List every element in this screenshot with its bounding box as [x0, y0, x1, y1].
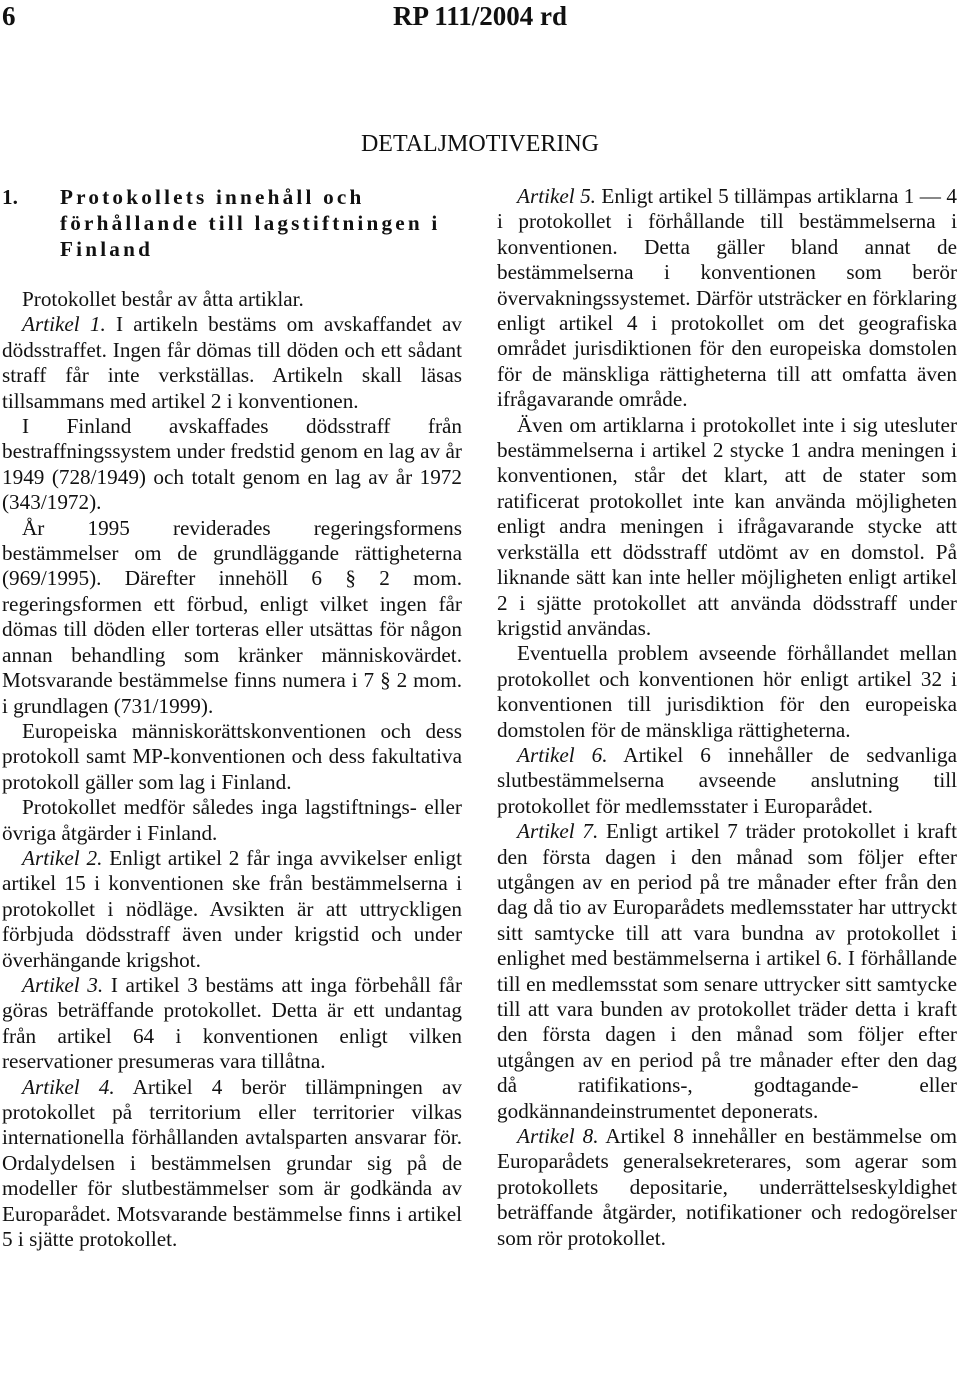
paragraph-artikel-4 [2, 1075, 462, 1253]
subheading-number: 1. [2, 185, 18, 209]
paragraph: Eventuella problem avseende förhållandet mellan protokollet och konventionen hör enligt artikel 32 i konventionen till jurisdiktion för den europeiska domstolen för de mänskliga rättigheterna. [497, 641, 957, 742]
article-label: Artikel 5. [517, 184, 596, 208]
paragraph-artikel-6 [497, 743, 957, 819]
page-header [0, 0, 960, 40]
paragraph-artikel-7 [497, 819, 957, 1124]
section-title: DETALJMOTIVERING [360, 131, 600, 157]
article-label: Artikel 6. [517, 742, 608, 767]
paragraph-artikel-2 [2, 846, 462, 973]
paragraph-artikel-3 [2, 973, 462, 1075]
article-text: I artikel 3 bestäms att inga förbehåll får göras beträffande protokollet. Detta är ett undantag från artikel 64 i konventionen enligt vilken reservationer presumeras vara tillåtna. [2, 972, 463, 1074]
article-text: Artikel 8 innehåller en bestämmelse om Europarådets generalsekreterares, som agerar som protokollets depositarie, underrättelseskyldighet beträffande åtgärder, notifikationer och redogörelser som rör protokollet. [497, 1124, 958, 1250]
article-text: Artikel 4 berör tillämpningen av protokollet på territorium eller territorier vilkas internationella förhållanden avtalsparten ansvarar för. Ordalydelsen i bestämmelsen grundar sig på de modeller för slutbestämmelser som är godkända av Europarådet. Motsvarande bestämmelse finns i artikel 5 i sjätte protokollet. [2, 1074, 462, 1252]
article-text: Enligt artikel 7 träder protokollet i kraft den första dagen i den månad som följer efter utgången av en period på tre månader efter från den dag då tio av Europarådets medlemsstater har uttryckt sitt samtycke till att vara bundna av protokollet i enlighet med bestämmelserna i artikel 6. I förhållande till en medlemsstat som senare uttrycker sitt samtycke till att vara bunden av protokollet träder detta i kraft den första dagen i den månad som följer efter utgången av en period på tre månader efter den dag då ratifikations-, godtagande- eller godkännandeinstrumentet deponerats. [497, 819, 957, 1123]
document-id: RP 111/2004 rd [392, 1, 568, 31]
article-text: Enligt artikel 5 tillämpas artiklarna 1 — 4 i protokollet i förhållande till bestämmelserna i konventionen. Detta gäller bland annat de bestämmelserna i konventionen som berör övervakningssystemet. Därför utsträcker en förklaring enligt artikel 4 i protokollet om det geografiska området jurisdiktionen för den europeiska domstolen för de mänskliga rättigheterna till att omfatta även ifrågavarande område. [497, 184, 957, 412]
paragraph: Europeiska människorättskonventionen och dess protokoll samt MP-konventionen och dess fakultativa protokoll gäller som lag i Finland. [2, 718, 462, 794]
article-label: Artikel 8. [517, 1124, 599, 1149]
article-text: Enligt artikel 2 får inga avvikelser enligt artikel 15 i konventionen ske från bestämmelserna i protokollet i nödläge. Avsikten är att uttryckligen förbjuda dödsstraff även under krigstid och under överhängande krigshot. [2, 845, 463, 972]
paragraph: I Finland avskaffades dödsstraff från bestraffningssystem under fredstid genom en lag av år 1949 (728/1949) och totalt genom en lag av år 1972 (343/1972). [2, 414, 462, 515]
article-label: Artikel 1. [22, 312, 106, 337]
subheading [2, 184, 462, 262]
paragraph: År 1995 reviderades regeringsformens bestämmelser om de grundläggande rättigheterna (969/1995). Därefter innehöll 6 § 2 mom. regeringsformen ett förbud, enligt vilket ingen får dömas till döden eller torteras eller utsättas för någon annan behandling som kränker människovärdet. Motsvarande bestämmelse finns numera i 7 § 2 mom. i grundlagen (731/1999). [2, 515, 462, 718]
paragraph-artikel-8 [497, 1124, 957, 1251]
article-text: Artikel 6 innehåller de sedvanliga slutbestämmelserna avseende anslutning till protokollet för medlemsstater i Europarådet. [497, 742, 958, 818]
article-label: Artikel 3. [22, 972, 104, 997]
paragraph: Protokollet medför således inga lagstiftnings- eller övriga åtgärder i Finland. [2, 795, 462, 845]
paragraph-artikel-5 [497, 184, 957, 413]
left-column [2, 184, 462, 1252]
page-number: 6 [2, 1, 16, 31]
article-label: Artikel 4. [22, 1074, 115, 1099]
article-text: I artikeln bestäms om avskaffandet av dödsstraffet. Ingen får dömas till döden och ett sådant straff får inte verkställas. Artikeln skall läsas tillsammans med artikel 2 i konventionen. [2, 312, 463, 413]
paragraph-artikel-1 [2, 312, 462, 414]
article-label: Artikel 7. [517, 819, 599, 844]
article-label: Artikel 2. [22, 845, 103, 870]
subheading-text: Protokollets innehåll och förhållande till lagstiftningen i Finland [60, 185, 441, 261]
right-column [497, 184, 957, 1251]
paragraph: Även om artiklarna i protokollet inte i sig utesluter bestämmelserna i artikel 2 stycke 1 andra meningen i konventionen, står det klart, att de stater som ratificerat protokollet inte kan använda möjligheten enligt andra meningen i ifrågavarande stycke att verkställa ett dödsstraff utdömt av en domstol. På liknande sätt kan inte heller möjligheten enligt artikel 2 i sjätte protokollet att använda dödsstraff under krigstid användas. [497, 412, 957, 640]
paragraph: Protokollet består av åtta artiklar. [22, 287, 304, 311]
